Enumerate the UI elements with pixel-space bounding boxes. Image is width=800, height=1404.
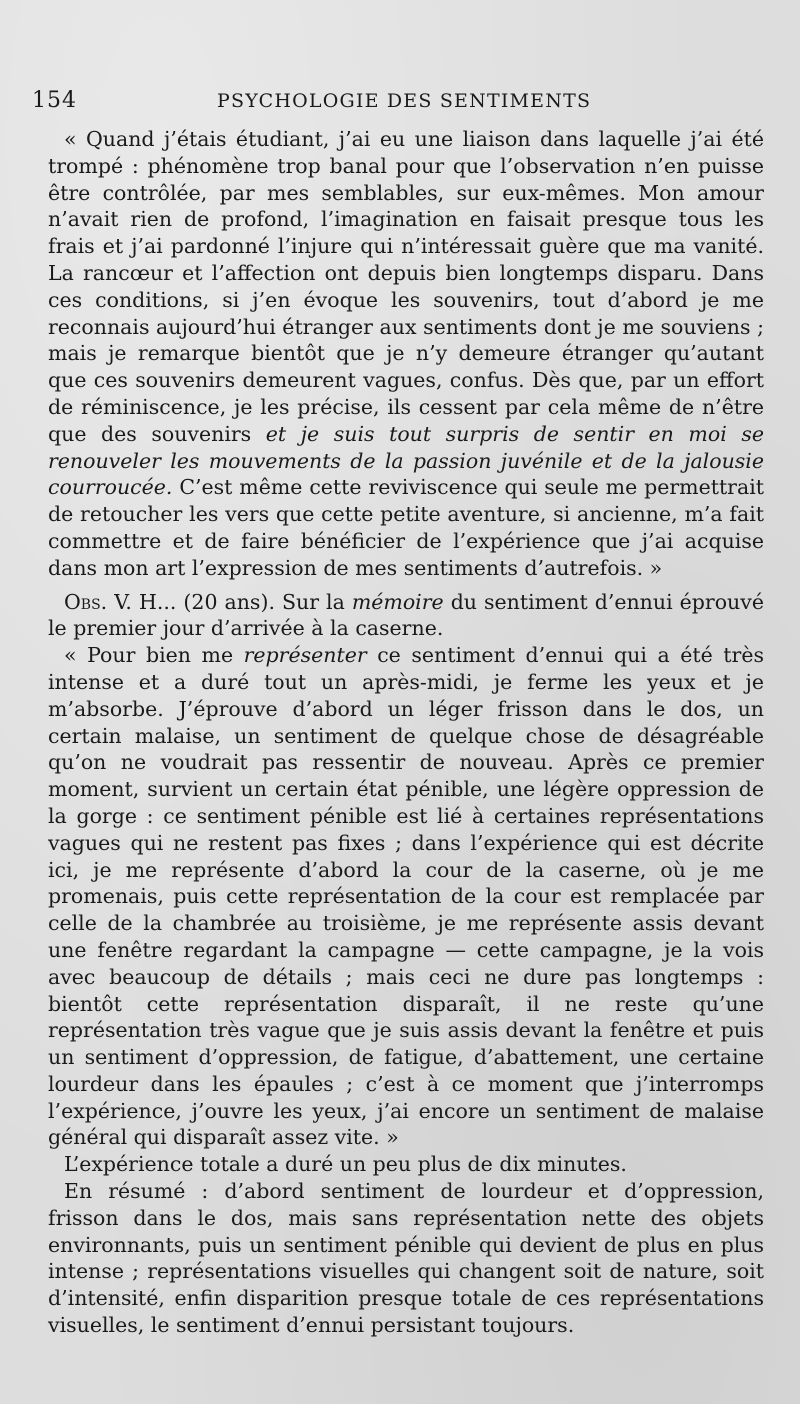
paragraph-text: du sentiment d’ennui éprouvé le premier jour d’arrivée à la caserne. — [48, 589, 764, 641]
paragraph-observation — [48, 589, 764, 643]
paragraph-text: « Quand j’étais étudiant, j’ai eu une liaison dans laquelle j’ai été trompé : phénomène trop banal pour que l’observation n’en puisse être contrôlée, par mes semblables, sur eux-mêmes. Mon amour n’avait rien de profond, l’imagination en faisait presque tous les frais et j’ai pardonné l’injure qui n’intéressait guère que ma vanité. La rancœur et l’affection ont depuis bien longtemps disparu. Dans ces conditions, si j’en évoque les souvenirs, tout d’abord je me reconnais aujourd’hui étranger aux sentiments dont je me souviens ; mais je remarque bientôt que je n’y demeure étranger qu’autant que ces souvenirs demeurent vagues, confus. Dès que, par un effort de réminiscence, je les précise, ils cessent par cela même de n’être que des souvenirs — [48, 127, 764, 446]
paragraph-text: (20 ans). Sur la — [183, 589, 345, 614]
paragraph-duration — [48, 1151, 764, 1178]
paragraph-text: ce sentiment d’ennui qui a été très intense et a duré tout un après-midi, je ferme les yeux et je m’absorbe. J’éprouve d’abord un léger frisson dans le dos, un certain malaise, un sentiment de quelque chose de désagréable qu’on ne voudrait pas ressentir de nouveau. Après ce premier moment, survient un certain état pénible, une légère oppression de la gorge : ce sentiment pénible est lié à certaines représentations vagues qui ne restent pas fixes ; dans l’expérience qui est décrite ici, je me représente d’abord la cour de la caserne, où je me promenais, puis cette représentation de la cour est remplacée par celle de la chambrée au troisième, je me représente assis devant une fenêtre regardant la campagne — cette campagne, je la vois avec beaucoup de détails ; mais ceci ne dure pas longtemps : bientôt cette représentation disparaît, il ne reste qu’une représentation très vague que je suis assis devant la fenêtre et puis un sentiment d’oppression, de fatigue, d’abattement, une certaine lourdeur dans les épaules ; c’est à ce moment que j’interromps l’expérience, j’ouvre les yeux, j’ai encore un sentiment de malaise général qui disparaît assez vite. » — [48, 643, 764, 1150]
paragraph-italic: représenter — [243, 643, 367, 668]
running-title: PSYCHOLOGIE DES SENTIMENTS — [217, 90, 592, 112]
observation-label: Obs. V. H... — [64, 589, 177, 614]
paragraph-text: « Pour bien me — [64, 643, 234, 668]
paragraph-summary — [48, 1178, 764, 1339]
paragraph-text: L’expérience totale a duré un peu plus de dix minutes. — [64, 1152, 627, 1177]
paragraph-quote-ennui — [48, 642, 764, 1151]
paragraph-quote-student — [48, 126, 764, 582]
paragraph-text: C’est même cette reviviscence qui seule me permettrait de retoucher les vers que cette petite aventure, si ancienne, m’a fait commettre et de faire bénéficier de l’expérience que j’ai acquise dans mon art l’expression de mes sentiments d’autrefois. » — [48, 475, 764, 580]
running-head — [32, 88, 772, 116]
paragraph-italic: et je suis tout surpris de sentir en moi se renouveler les mouvements de la passion juvénile et de la jalousie courroucée. — [48, 421, 764, 500]
paragraph-text: En résumé : d’abord sentiment de lourdeur et d’oppression, frisson dans le dos, mais sans représentation nette des objets environnants, puis un sentiment pénible qui devient de plus en plus intense ; représentations visuelles qui changent soit de nature, soit d’intensité, enfin disparition presque totale de ces représentations visuelles, le sentiment d’ennui persistant toujours. — [48, 1179, 764, 1338]
page-number: 154 — [32, 88, 77, 113]
page-body — [48, 126, 764, 1339]
paragraph-italic: mémoire — [351, 589, 444, 614]
